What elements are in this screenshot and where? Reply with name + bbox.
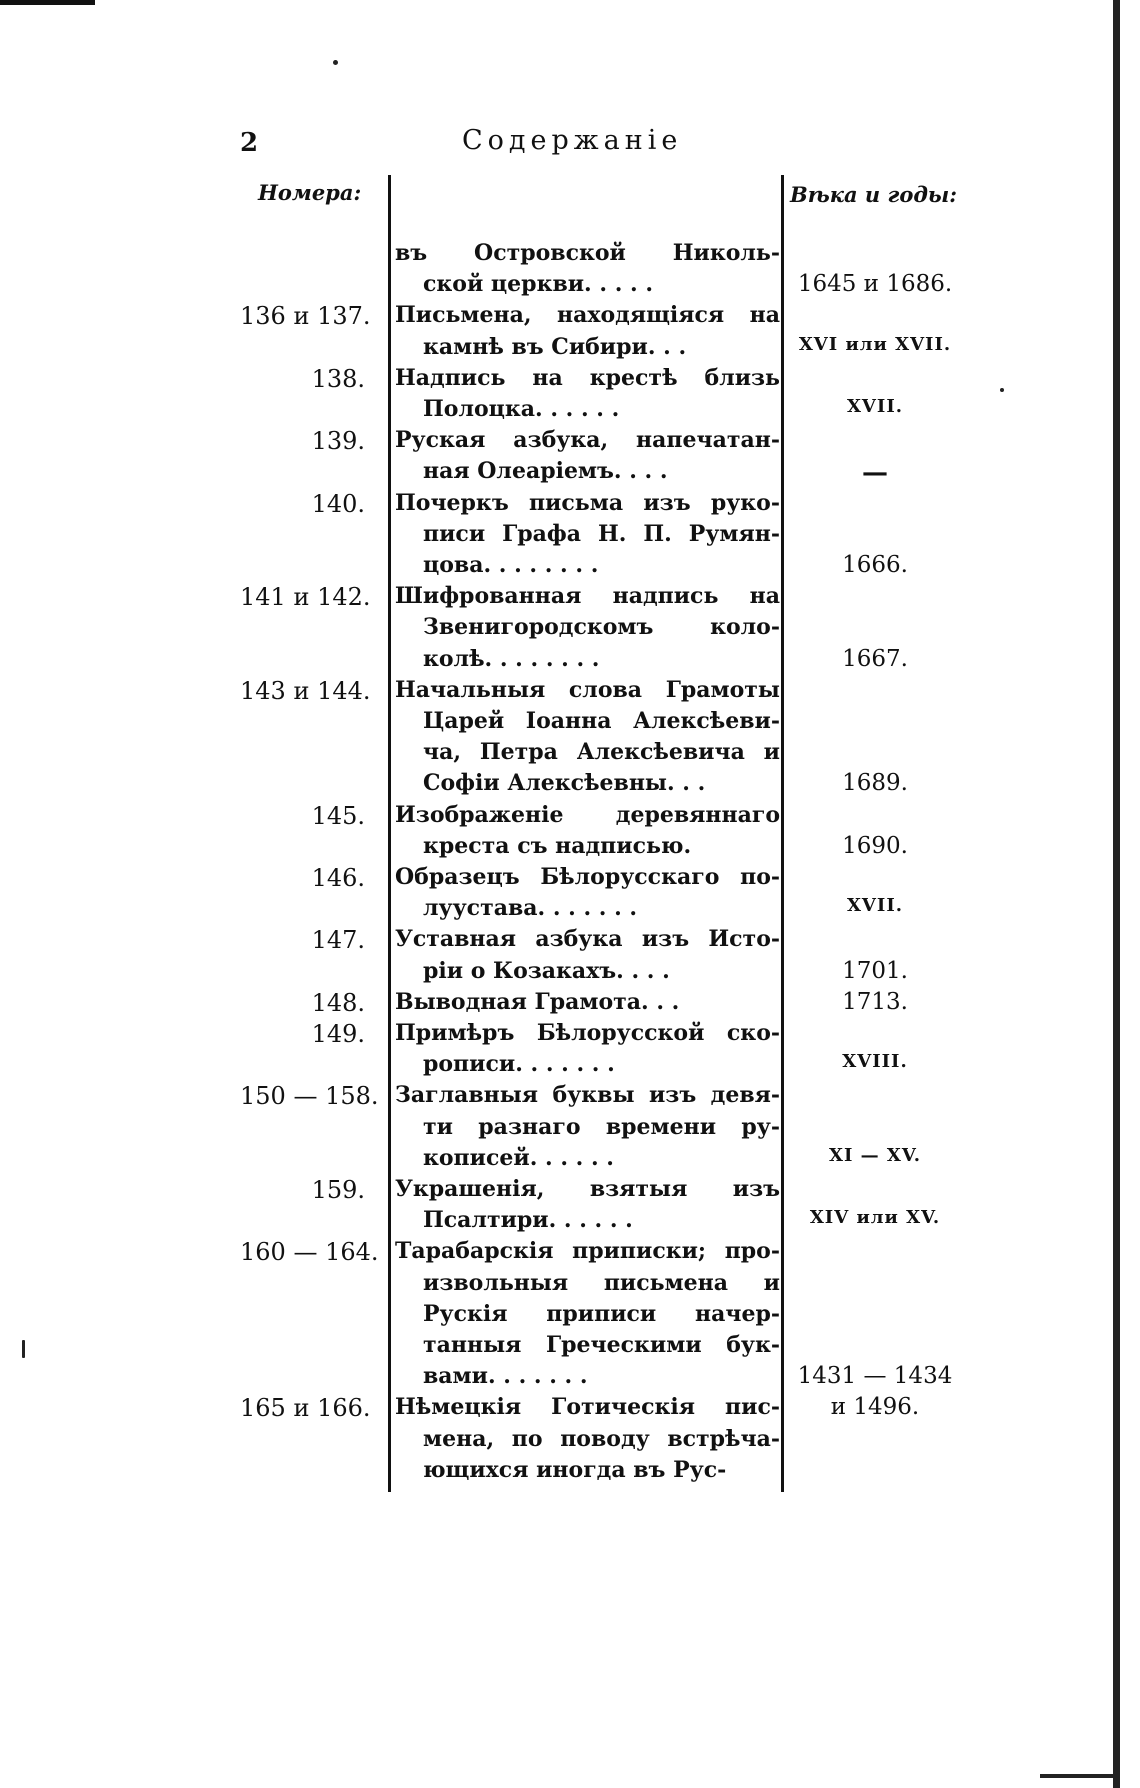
page-edge-right [1113, 0, 1120, 1788]
entry-text-line: Рускія приписи начер- [423, 1300, 780, 1327]
entry-number: 159. [311, 1176, 365, 1204]
entry-date: 1667. [842, 645, 908, 672]
entry-text-line: Изображеніе деревяннаго [395, 801, 780, 828]
running-title: Содержаніе [462, 125, 683, 156]
entry-text-line: креста съ надписью. [423, 832, 692, 859]
entry-date: 1701. [842, 957, 908, 984]
entry-date: XIV или XV. [809, 1207, 941, 1229]
entry-text-line: Письмена, находящіяся на [395, 302, 780, 329]
entry-text-line: извольныя письмена и [423, 1269, 780, 1296]
entry-date: 1431 — 1434 [797, 1363, 953, 1390]
entry-date: XVIII. [842, 1051, 908, 1073]
entry-number: 141 и 142. [240, 583, 371, 612]
entry-text-line: камнѣ въ Сибири. . . [423, 333, 687, 360]
entry-text-line: ча, Петра Алексѣевича и [423, 739, 780, 766]
entry-number: 150 — 158. [240, 1082, 379, 1111]
entry-text-line: въ Островской Николь- [395, 240, 780, 266]
entry-text-line: ти разнаго времени ру- [423, 1113, 780, 1140]
entry-text-line: Заглавныя буквы изъ девя- [395, 1082, 780, 1109]
entry-text-line: цова. . . . . . . . [423, 552, 599, 578]
entry-number: 148. [311, 988, 365, 1017]
entry-text-line: Начальныя слова Грамоты [395, 676, 780, 703]
entry-text-line: вами. . . . . . . [423, 1363, 588, 1390]
entry-number: 138. [311, 364, 365, 393]
entry-date: XI — XV. [829, 1144, 921, 1166]
centuries-column-header: Вѣка и годы: [790, 182, 958, 207]
entry-date: XVII. [846, 895, 904, 917]
entry-text-line: Нѣмецкія Готическія пис- [395, 1394, 780, 1421]
entry-text-line: танныя Греческими бук- [423, 1332, 780, 1358]
entry-text-line: Надпись на крестѣ близь [395, 364, 780, 391]
page-edge-bottom [1040, 1774, 1120, 1778]
entry-text-line: Украшенія, взятыя изъ [395, 1176, 780, 1202]
entry-text-line: Тарабарскія приписки; про- [395, 1238, 780, 1265]
entry-date: — [862, 458, 888, 489]
entry-number: 145. [311, 801, 365, 830]
entry-number: 165 и 166. [240, 1394, 371, 1423]
entry-text-line: Полоцка. . . . . . [423, 396, 620, 422]
ink-speck [22, 1340, 25, 1358]
entry-text-line: Почеркъ письма изъ руко- [395, 489, 780, 516]
entry-date: и 1496. [830, 1394, 920, 1421]
entry-number: 146. [311, 864, 365, 892]
column-rule-left [388, 175, 391, 1492]
entry-text-line: писи Графа Н. П. Румян- [423, 520, 780, 547]
entry-text-line: рописи. . . . . . . [423, 1051, 615, 1078]
entry-text-line: Царей Іоанна Алексѣеви- [423, 708, 780, 734]
entry-number: 136 и 137. [240, 302, 371, 331]
entry-text-line: мена, по поводу встрѣча- [423, 1425, 780, 1452]
entry-text-line: Выводная Грамота. . . [395, 988, 680, 1015]
entry-date: XVII. [846, 396, 904, 417]
entry-text-line: Софіи Алексѣевны. . . [423, 770, 706, 797]
entry-date: 1645 и 1686. [797, 271, 953, 298]
entry-text-line: кописей. . . . . . [423, 1144, 614, 1171]
column-rule-right [781, 175, 784, 1492]
ink-speck [1000, 388, 1004, 392]
entry-text-line: луустава. . . . . . . [423, 895, 638, 922]
entry-number: 149. [311, 1020, 365, 1048]
entry-number: 139. [311, 427, 365, 456]
entry-text-line: Образецъ Бѣлорусскаго по- [395, 864, 780, 890]
entry-text-line: Звенигородскомъ коло- [423, 614, 780, 641]
entry-text-line: ная Олеаріемъ. . . . [423, 458, 668, 485]
entry-text-line: колѣ. . . . . . . . [423, 645, 600, 672]
entry-text-line: ріи о Козакахъ. . . . [423, 957, 670, 984]
entry-text-line: Шифрованная надпись на [395, 583, 780, 610]
entry-text-line: Уставная азбука изъ Исто- [395, 926, 780, 953]
page-edge-top [0, 0, 95, 5]
entry-text-line: ской церкви. . . . . [423, 271, 653, 298]
entry-date: 1690. [842, 832, 908, 859]
entry-date: 1713. [842, 988, 908, 1015]
entry-number: 147. [311, 926, 365, 955]
entry-number: 143 и 144. [240, 676, 371, 705]
entry-number: 140. [311, 489, 365, 518]
entry-text-line: ющихся иногда въ Рус- [423, 1456, 727, 1483]
entry-number: 160 — 164. [240, 1238, 379, 1267]
entry-date: XVI или XVII. [798, 333, 952, 355]
ink-speck [333, 60, 338, 65]
entry-text-line: Примѣръ Бѣлорусской ско- [395, 1020, 780, 1046]
entry-date: 1666. [842, 552, 908, 578]
entry-date: 1689. [842, 770, 908, 797]
entry-text-line: Псалтири. . . . . . [423, 1207, 633, 1234]
page-number: 2 [240, 128, 259, 158]
numbers-column-header: Номера: [258, 180, 362, 205]
entry-text-line: Руская азбука, напечатан- [395, 427, 780, 454]
